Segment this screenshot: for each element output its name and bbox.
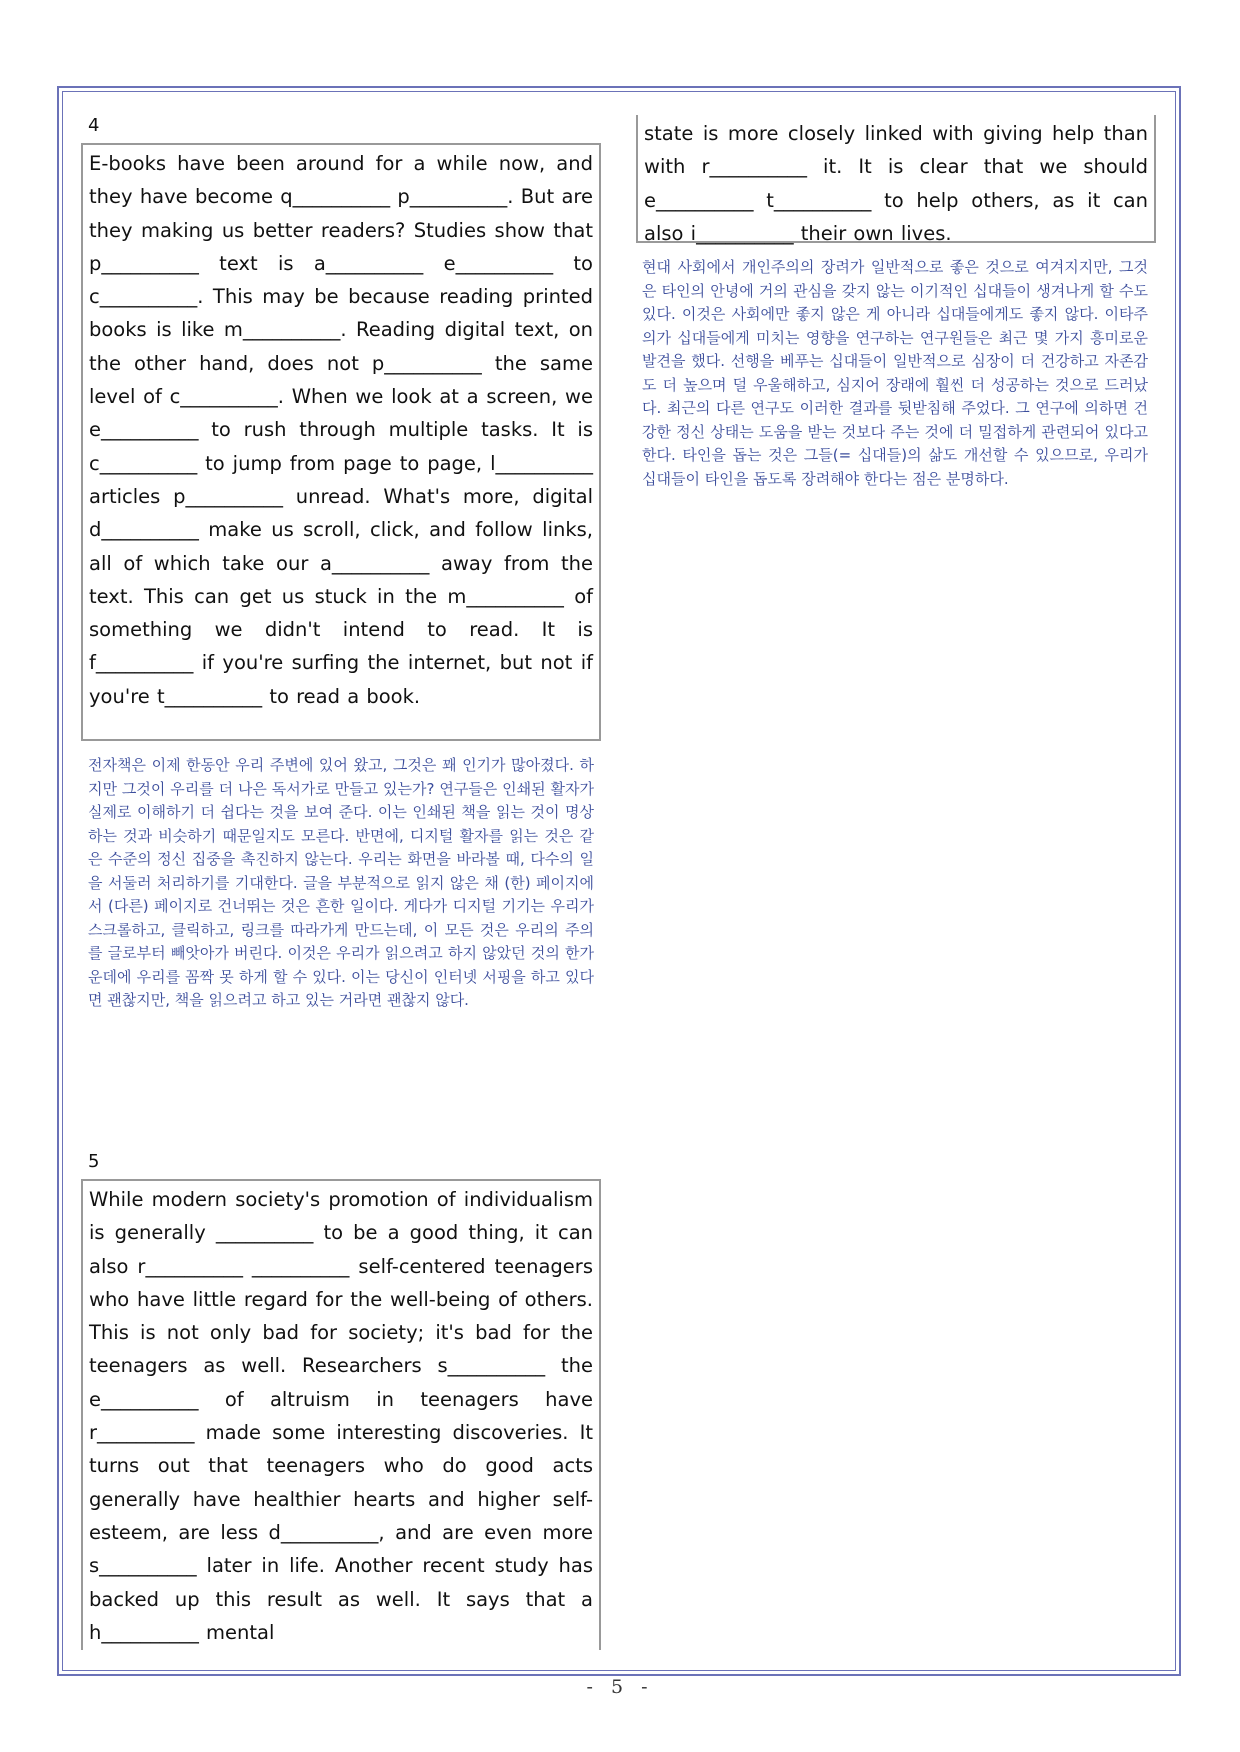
page-number: - 5 - (586, 1676, 654, 1698)
question-4-english-box (81, 143, 601, 741)
question-5-english-box-part2 (636, 115, 1156, 243)
question-5-number: 5 (88, 1151, 100, 1172)
question-5-english-text-part1: While modern society's promotion of individualism is generally __________ to be a good thing, it can also r__________ __________ self-centered teenagers who have little regard for the well-being of others. This is not only bad for society; it's bad for the teenagers as well. Researchers s__________ the e__________ of altruism in teenagers have r__________ made some interesting discoveries. It turns out that teenagers who do good acts generally have healthier hearts and higher self-esteem, are less d__________, and are even more s__________ later in life. Another recent study has backed up this result as well. It says that a h__________ mental (89, 1188, 593, 1644)
question-4-korean-translation: 전자책은 이제 한동안 우리 주변에 있어 왔고, 그것은 꽤 인기가 많아졌다. 하지만 그것이 우리를 더 나은 독서가로 만들고 있는가? 연구들은 인쇄된 활자가 실제로 이해하기 더 쉽다는 것을 보여 준다. 이는 인쇄된 책을 읽는 것이 명상하는 것과 비슷하기 때문일지도 모른다. 반면에, 디지털 활자를 읽는 것은 같은 수준의 정신 집중을 촉진하지 않는다. 우리는 화면을 바라볼 때, 다수의 일을 서둘러 처리하기를 기대한다. 글을 부분적으로 읽지 않은 채 (한) 페이지에서 (다른) 페이지로 건너뛰는 것은 흔한 일이다. 게다가 디지털 기기는 우리가 스크롤하고, 클릭하고, 링크를 따라가게 만드는데, 이 모든 것은 우리의 주의를 글로부터 빼앗아가 버린다. 이것은 우리가 읽으려고 하지 않았던 것의 한가운데에 우리를 꼼짝 못 하게 할 수 있다. 이는 당신이 인터넷 서핑을 하고 있다면 괜찮지만, 책을 읽으려고 하고 있는 거라면 괜찮지 않다. (88, 756, 594, 1009)
question-5-korean-translation: 현대 사회에서 개인주의의 장려가 일반적으로 좋은 것으로 여겨지지만, 그것은 타인의 안녕에 거의 관심을 갖지 않는 이기적인 십대들이 생겨나게 할 수도 있다. 이것은 사회에만 좋지 않은 게 아니라 십대들에게도 좋지 않다. 이타주의가 십대들에게 미치는 영향을 연구하는 연구원들은 최근 몇 가지 흥미로운 발견을 했다. 선행을 베푸는 십대들이 일반적으로 심장이 더 건강하고 자존감도 더 높으며 덜 우울해하고, 심지어 장래에 훨씬 더 성공하는 것으로 드러났다. 최근의 다른 연구도 이러한 결과를 뒷받침해 주었다. 그 연구에 의하면 건강한 정신 상태는 도움을 받는 것보다 주는 것에 더 밀접하게 관련되어 있다고 한다. 타인을 돕는 것은 그들(= 십대들)의 삶도 개선할 수 있으므로, 우리가 십대들이 타인을 돕도록 장려해야 한다는 점은 분명하다. (642, 258, 1148, 488)
question-4-number: 4 (88, 115, 100, 136)
question-5-english-box-part1 (81, 1179, 601, 1650)
question-5-english-text-part2: state is more closely linked with giving help than with r__________ it. It is clear that we should e__________ t__________ to help others, as it can also i__________ their own lives. (644, 122, 1148, 245)
question-4-english-text: E-books have been around for a while now, and they have become q__________ p__________. But are they making us better readers? Studies show that p__________ text is a__________ e__________ to c__________. This may be because reading printed books is like m__________. Reading digital text, on the other hand, does not p__________ the same level of c__________. When we look at a screen, we e__________ to rush through multiple tasks. It is c__________ to jump from page to page, l__________ articles p__________ unread. What's more, digital d__________ make us scroll, click, and follow links, all of which take our a__________ away from the text. This can get us stuck in the m__________ of something we didn't intend to read. It is f__________ if you're surfing the internet, but not if you're t__________ to read a book. (89, 152, 593, 708)
